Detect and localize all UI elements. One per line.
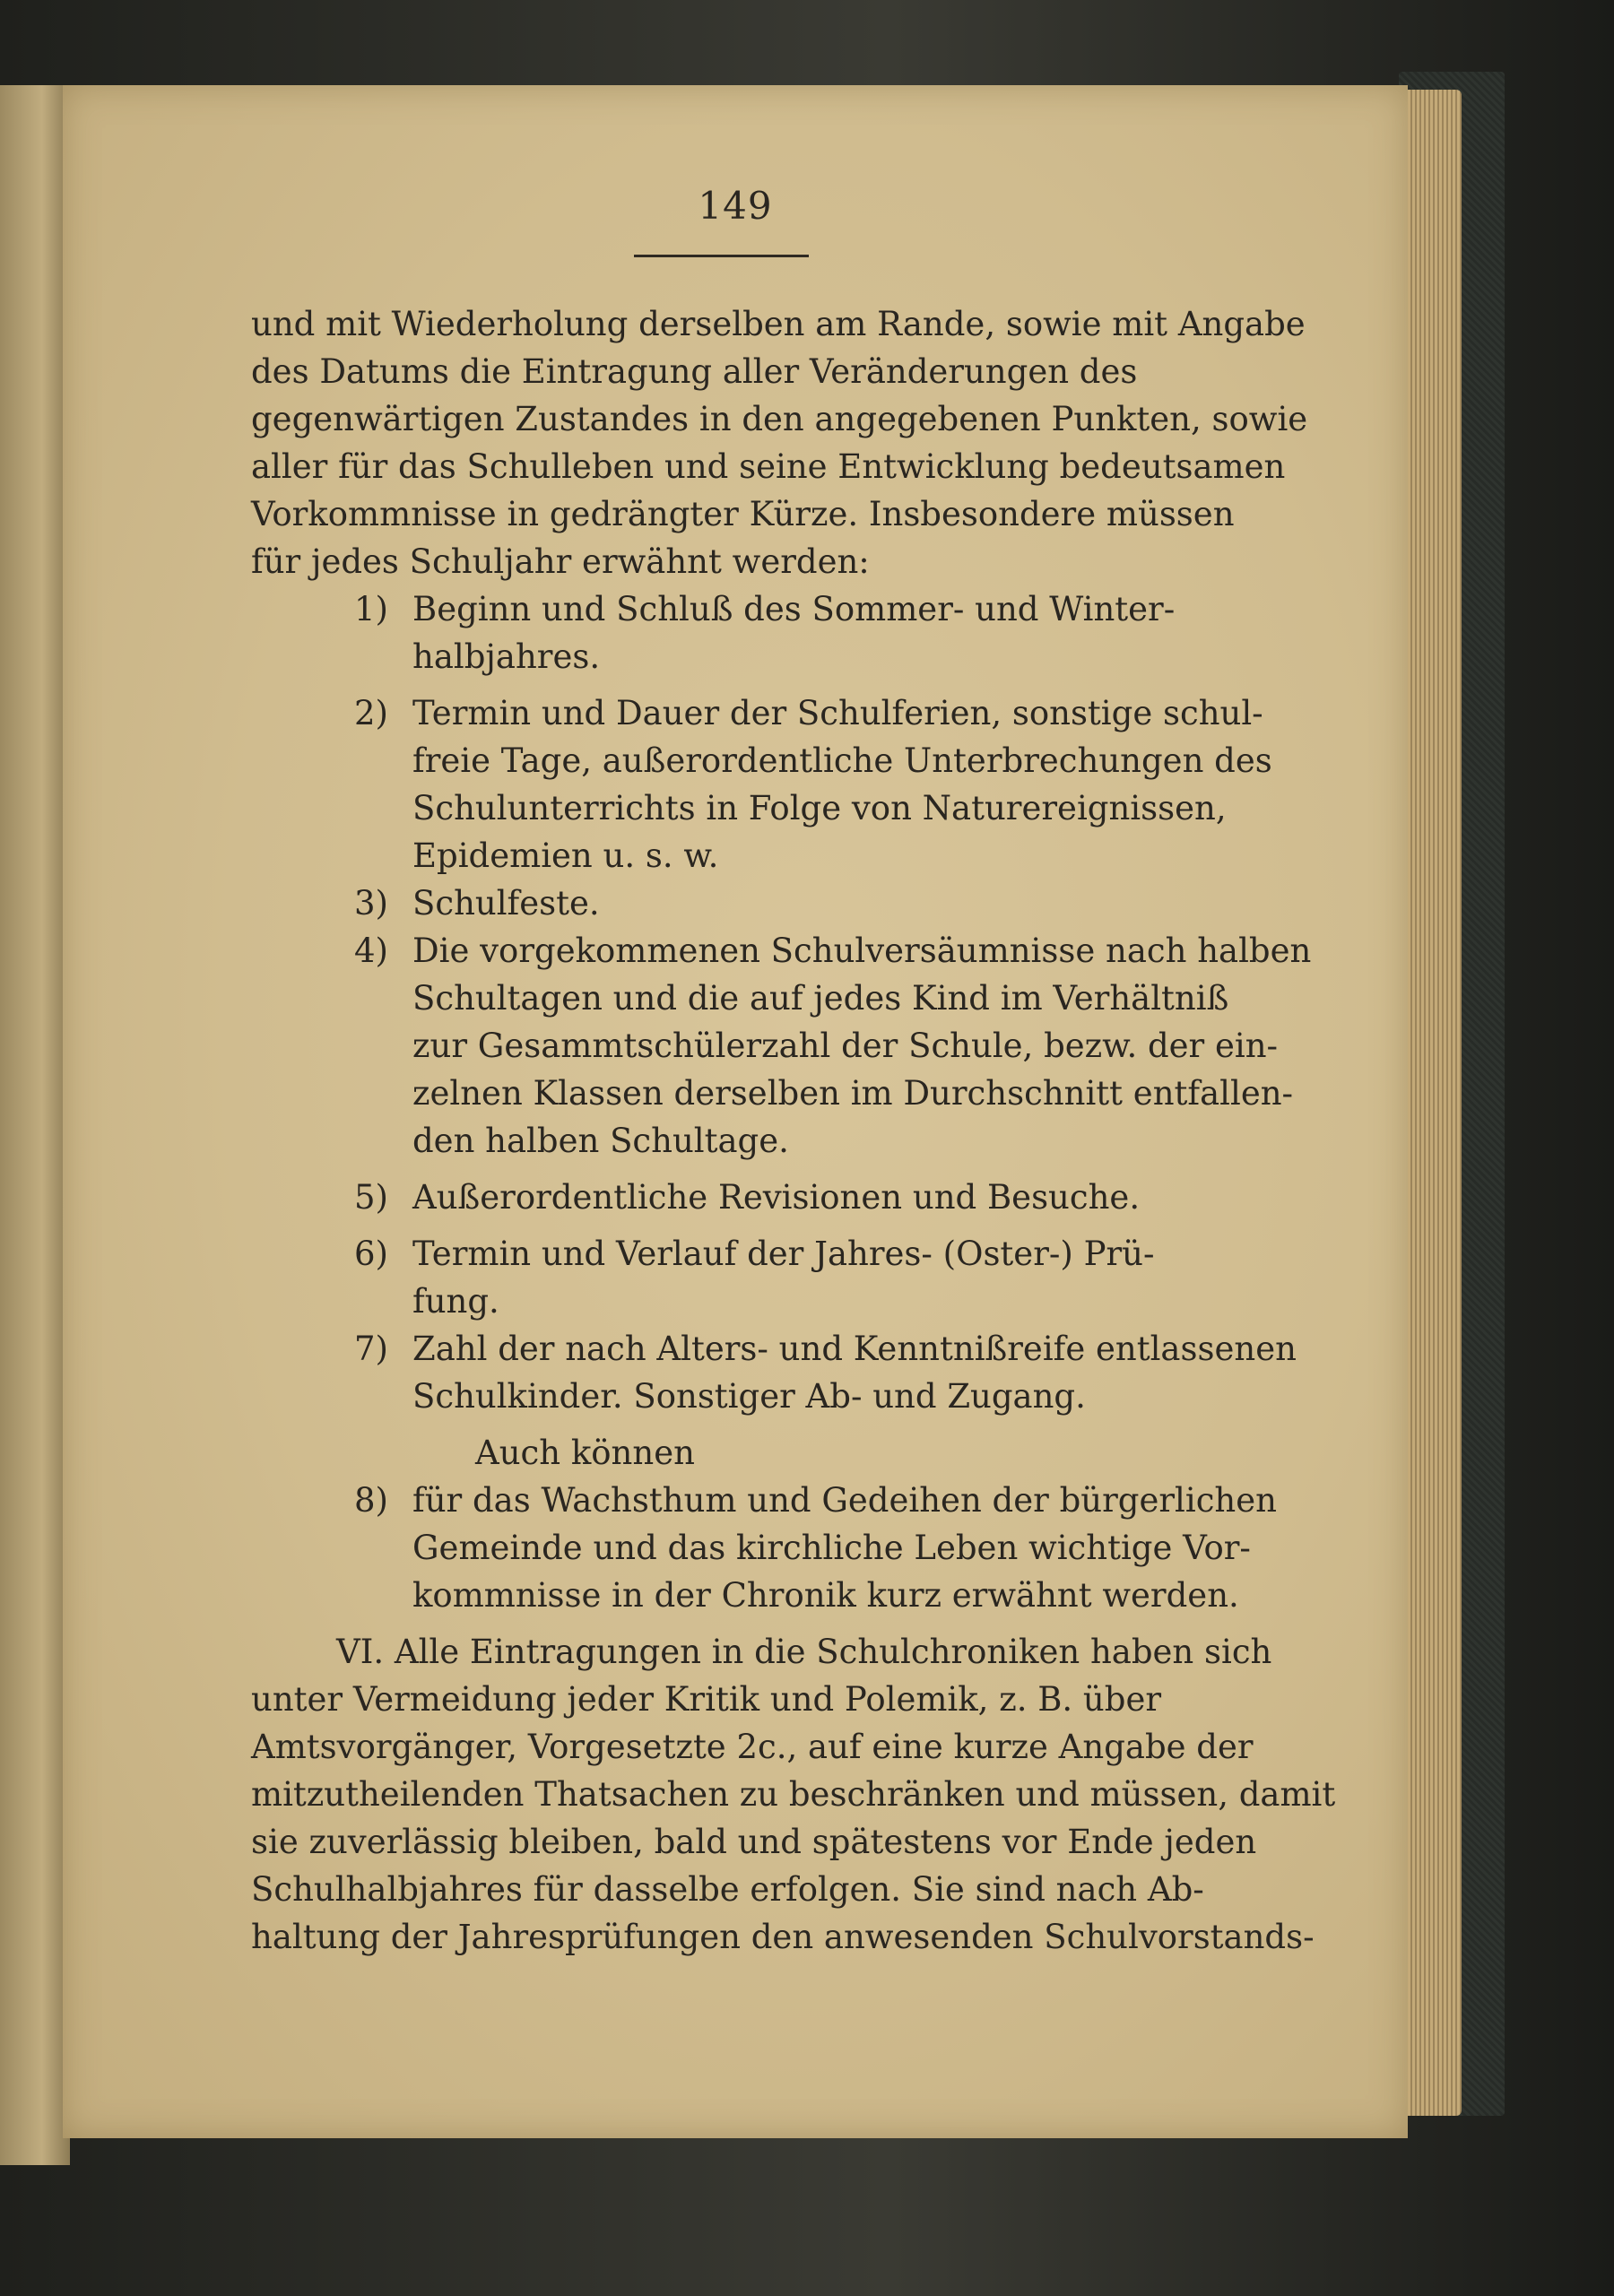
text-line: und mit Wiederholung derselben am Rande, sowie mit Angabe [251, 305, 1306, 343]
text-line: Außerordentliche Revisionen und Besuche. [412, 1178, 1141, 1217]
text-line: mitzutheilenden Thatsachen zu beschränken und müssen, damit [251, 1775, 1336, 1814]
item-number: 4) [354, 931, 388, 970]
header-rule [634, 255, 809, 257]
also-text: Auch können [475, 1434, 695, 1472]
text-line: fung. [412, 1282, 499, 1321]
item-number: 7) [354, 1330, 388, 1368]
text-line: Zahl der nach Alters- und Kenntnißreife entlassenen [412, 1330, 1297, 1368]
text-line: sie zuverlässig bleiben, bald und spätestens vor Ende jeden [251, 1823, 1257, 1861]
text-line: haltung der Jahresprüfungen den anwesenden Schulvorstands- [251, 1918, 1315, 1956]
numbered-list [251, 585, 1312, 1619]
item-number: 6) [354, 1235, 388, 1273]
left-facing-page [0, 85, 70, 2165]
text-line: Schulfeste. [412, 884, 600, 923]
list-item-8 [251, 1477, 1277, 1619]
text-line: Amtsvorgänger, Vorgesetzte 2c., auf eine kurze Angabe der [251, 1728, 1254, 1766]
list-item-1 [251, 585, 1219, 680]
list-item-3 [251, 879, 1219, 927]
item-number: 1) [354, 590, 388, 628]
text-line: Gemeinde und das kirchliche Leben wichtige Vor- [412, 1529, 1251, 1567]
item-number: 3) [354, 884, 388, 923]
item-number: 5) [354, 1178, 388, 1217]
list-item-6 [251, 1230, 1219, 1325]
text-line: zelnen Klassen derselben im Durchschnitt entfallen- [412, 1074, 1294, 1113]
text-line: Schulhalbjahres für dasselbe erfolgen. Sie sind nach Ab- [251, 1870, 1204, 1909]
text-line: Die vorgekommenen Schulversäumnisse nach halben [412, 931, 1312, 970]
item-number: 2) [354, 694, 388, 732]
text-line: Epidemien u. s. w. [412, 836, 719, 875]
text-line: freie Tage, außerordentliche Unterbrechungen des [412, 741, 1272, 780]
page-edges [1399, 90, 1462, 2116]
also-line [251, 1429, 1219, 1477]
text-line: für das Wachsthum und Gedeihen der bürgerlichen [412, 1481, 1277, 1520]
text-line: Termin und Verlauf der Jahres- (Oster-) Prü- [412, 1235, 1155, 1273]
text-line: zur Gesammtschülerzahl der Schule, bezw. der ein- [412, 1027, 1279, 1065]
list-item-5 [251, 1174, 1219, 1221]
text-line: für jedes Schuljahr erwähnt werden: [251, 542, 870, 581]
text-line: halbjahres. [412, 637, 601, 676]
section-vi-paragraph [251, 1628, 1336, 1961]
intro-paragraph [251, 300, 1308, 585]
text-line: gegenwärtigen Zustandes in den angegebenen Punkten, sowie [251, 400, 1308, 438]
text-line: Schultagen und die auf jedes Kind im Verhältniß [412, 979, 1229, 1018]
text-line: VI. Alle Eintragungen in die Schulchroniken haben sich [336, 1633, 1272, 1671]
text-line: Schulkinder. Sonstiger Ab- und Zugang. [412, 1377, 1086, 1416]
text-line: aller für das Schulleben und seine Entwicklung bedeutsamen [251, 447, 1286, 486]
list-item-4 [251, 927, 1312, 1165]
text-line: Vorkommnisse in gedrängter Kürze. Insbesondere müssen [251, 495, 1235, 533]
text-line: den halben Schultage. [412, 1122, 789, 1160]
text-line: kommnisse in der Chronik kurz erwähnt werden. [412, 1576, 1239, 1615]
list-item-7 [251, 1325, 1297, 1420]
item-number: 8) [354, 1481, 388, 1520]
text-line: Beginn und Schluß des Sommer- und Winter- [412, 590, 1176, 628]
text-line: Schulunterrichts in Folge von Naturereignissen, [412, 789, 1227, 827]
text-line: unter Vermeidung jeder Kritik und Polemik, z. B. über [251, 1680, 1162, 1719]
list-item-2 [251, 689, 1272, 879]
text-line: des Datums die Eintragung aller Veränderungen des [251, 352, 1138, 391]
page-number: 149 [698, 184, 773, 228]
page-body [251, 300, 1336, 1961]
text-line: Termin und Dauer der Schulferien, sonstige schul- [412, 694, 1263, 732]
